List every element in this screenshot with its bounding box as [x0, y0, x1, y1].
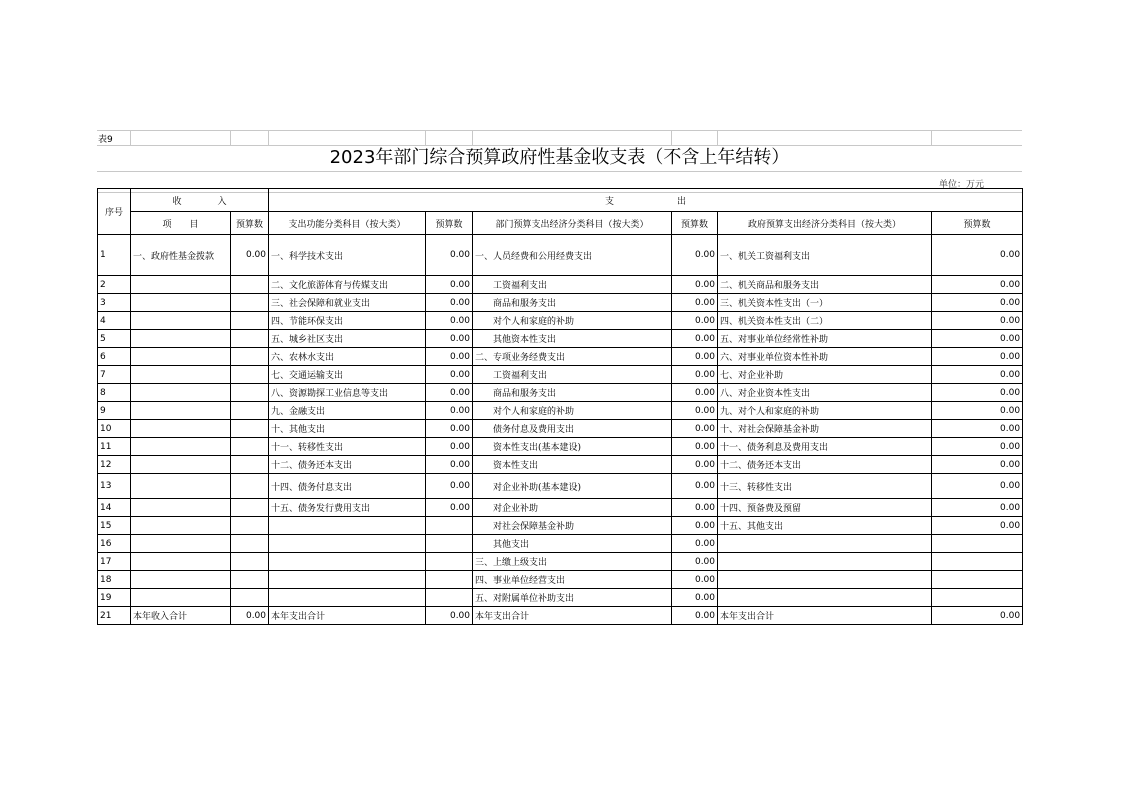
income-item [131, 499, 231, 517]
income-amount [231, 553, 269, 571]
gov-item: 九、对个人和家庭的补助 [718, 402, 932, 420]
unit-label: 单位：万元 [938, 180, 984, 190]
gov-amount: 0.00 [932, 438, 1023, 456]
header-row-1 [98, 189, 1023, 212]
income-amount [231, 348, 269, 366]
income-amount [231, 330, 269, 348]
gov-amount: 0.00 [932, 517, 1023, 535]
row-seq: 3 [98, 294, 131, 312]
gov-item: 十一、债务利息及费用支出 [718, 438, 932, 456]
gov-item [718, 589, 932, 607]
table-row [98, 312, 1023, 330]
gov-amount: 0.00 [932, 276, 1023, 294]
row-seq: 13 [98, 474, 131, 499]
func-item [269, 589, 426, 607]
func-amount: 0.00 [426, 366, 473, 384]
header-income: 收 入 [131, 189, 269, 212]
dept-amount: 0.00 [672, 366, 718, 384]
dept-amount: 0.00 [672, 384, 718, 402]
header-expense: 支 出 [269, 189, 1023, 212]
table-row [98, 366, 1023, 384]
func-amount [426, 553, 473, 571]
dept-item: 资本性支出(基本建设) [473, 438, 672, 456]
dept-item: 商品和服务支出 [473, 294, 672, 312]
table-row [98, 517, 1023, 535]
gov-item: 七、对企业补助 [718, 366, 932, 384]
gov-item: 十二、债务还本支出 [718, 456, 932, 474]
func-item [269, 571, 426, 589]
func-item: 四、节能环保支出 [269, 312, 426, 330]
func-amount: 0.00 [426, 312, 473, 330]
func-item [269, 535, 426, 553]
func-amount: 0.00 [426, 235, 473, 276]
gov-item: 十四、预备费及预留 [718, 499, 932, 517]
dept-amount: 0.00 [672, 276, 718, 294]
func-item [269, 517, 426, 535]
income-amount [231, 571, 269, 589]
dept-amount: 0.00 [672, 456, 718, 474]
gov-amount: 0.00 [932, 420, 1023, 438]
income-item [131, 348, 231, 366]
row-seq: 2 [98, 276, 131, 294]
row-seq: 8 [98, 384, 131, 402]
dept-amount: 0.00 [672, 499, 718, 517]
dept-amount: 0.00 [672, 312, 718, 330]
row-seq: 5 [98, 330, 131, 348]
func-item: 六、农林水支出 [269, 348, 426, 366]
func-item: 九、金融支出 [269, 402, 426, 420]
gov-amount [932, 535, 1023, 553]
gov-item [718, 535, 932, 553]
func-item: 七、交通运输支出 [269, 366, 426, 384]
income-amount [231, 438, 269, 456]
dept-amount: 0.00 [672, 438, 718, 456]
gov-amount: 0.00 [932, 402, 1023, 420]
gov-amount: 0.00 [932, 607, 1023, 625]
dept-amount: 0.00 [672, 517, 718, 535]
func-item [269, 553, 426, 571]
row-seq: 16 [98, 535, 131, 553]
income-amount [231, 517, 269, 535]
gov-item: 一、机关工资福利支出 [718, 235, 932, 276]
income-item [131, 330, 231, 348]
dept-amount: 0.00 [672, 553, 718, 571]
dept-amount: 0.00 [672, 571, 718, 589]
gov-amount: 0.00 [932, 235, 1023, 276]
table-row [98, 535, 1023, 553]
income-amount [231, 384, 269, 402]
income-item [131, 553, 231, 571]
dept-amount: 0.00 [672, 330, 718, 348]
table-row [98, 438, 1023, 456]
row-seq: 11 [98, 438, 131, 456]
table-row [98, 330, 1023, 348]
income-amount [231, 456, 269, 474]
gov-amount: 0.00 [932, 294, 1023, 312]
dept-item: 三、上缴上级支出 [473, 553, 672, 571]
dept-amount: 0.00 [672, 235, 718, 276]
func-amount [426, 517, 473, 535]
table-row [98, 294, 1023, 312]
dept-item: 商品和服务支出 [473, 384, 672, 402]
func-amount: 0.00 [426, 438, 473, 456]
income-item [131, 366, 231, 384]
dept-amount: 0.00 [672, 535, 718, 553]
income-item [131, 589, 231, 607]
income-amount [231, 276, 269, 294]
func-amount: 0.00 [426, 384, 473, 402]
func-item: 二、文化旅游体育与传媒支出 [269, 276, 426, 294]
dept-amount: 0.00 [672, 589, 718, 607]
table-row [98, 607, 1023, 625]
table-row [98, 499, 1023, 517]
func-amount: 0.00 [426, 420, 473, 438]
gov-item: 五、对事业单位经常性补助 [718, 330, 932, 348]
func-item: 十五、债务发行费用支出 [269, 499, 426, 517]
income-amount [231, 499, 269, 517]
income-amount [231, 420, 269, 438]
income-item [131, 438, 231, 456]
income-amount: 0.00 [231, 607, 269, 625]
table-row [98, 348, 1023, 366]
gov-item [718, 553, 932, 571]
header-dept-econ: 部门预算支出经济分类科目（按大类） [473, 212, 672, 235]
page-title: 2023年部门综合预算政府性基金收支表（不含上年结转） [97, 145, 1022, 172]
row-seq: 6 [98, 348, 131, 366]
income-item [131, 384, 231, 402]
dept-item: 对个人和家庭的补助 [473, 402, 672, 420]
func-item: 十四、债务付息支出 [269, 474, 426, 499]
func-amount [426, 571, 473, 589]
func-amount: 0.00 [426, 330, 473, 348]
dept-amount: 0.00 [672, 402, 718, 420]
dept-amount: 0.00 [672, 474, 718, 499]
row-seq: 9 [98, 402, 131, 420]
dept-item: 其他资本性支出 [473, 330, 672, 348]
table-row [98, 456, 1023, 474]
func-item: 五、城乡社区支出 [269, 330, 426, 348]
sheet-top-row [97, 130, 1022, 146]
income-item: 本年收入合计 [131, 607, 231, 625]
gov-item: 二、机关商品和服务支出 [718, 276, 932, 294]
gov-amount: 0.00 [932, 312, 1023, 330]
func-item: 十二、债务还本支出 [269, 456, 426, 474]
gov-item: 十三、转移性支出 [718, 474, 932, 499]
sheet-tag: 表9 [98, 135, 113, 145]
income-amount [231, 294, 269, 312]
dept-item: 对个人和家庭的补助 [473, 312, 672, 330]
dept-item: 对社会保障基金补助 [473, 517, 672, 535]
dept-item: 四、事业单位经营支出 [473, 571, 672, 589]
header-budget: 预算数 [426, 212, 473, 235]
income-amount [231, 535, 269, 553]
grid-line [425, 131, 426, 145]
gov-item: 六、对事业单位资本性补助 [718, 348, 932, 366]
table-row [98, 589, 1023, 607]
income-amount [231, 312, 269, 330]
table-row [98, 276, 1023, 294]
row-seq: 19 [98, 589, 131, 607]
func-amount [426, 589, 473, 607]
dept-item: 工资福利支出 [473, 366, 672, 384]
gov-item: 八、对企业资本性支出 [718, 384, 932, 402]
income-amount [231, 366, 269, 384]
income-item: 一、政府性基金拨款 [131, 235, 231, 276]
gov-item: 十五、其他支出 [718, 517, 932, 535]
income-item [131, 276, 231, 294]
func-amount: 0.00 [426, 348, 473, 366]
gov-amount: 0.00 [932, 348, 1023, 366]
income-item [131, 517, 231, 535]
income-item [131, 312, 231, 330]
income-item [131, 402, 231, 420]
income-item [131, 571, 231, 589]
func-amount: 0.00 [426, 294, 473, 312]
income-item [131, 420, 231, 438]
dept-item: 资本性支出 [473, 456, 672, 474]
dept-item: 债务付息及费用支出 [473, 420, 672, 438]
dept-amount: 0.00 [672, 294, 718, 312]
dept-item: 二、专项业务经费支出 [473, 348, 672, 366]
dept-amount: 0.00 [672, 420, 718, 438]
gov-item: 三、机关资本性支出（一） [718, 294, 932, 312]
row-seq: 14 [98, 499, 131, 517]
table-row [98, 402, 1023, 420]
table-row [98, 474, 1023, 499]
gov-amount: 0.00 [932, 499, 1023, 517]
func-amount: 0.00 [426, 607, 473, 625]
gov-amount: 0.00 [932, 456, 1023, 474]
gov-amount [932, 553, 1023, 571]
row-seq: 15 [98, 517, 131, 535]
func-amount: 0.00 [426, 474, 473, 499]
row-seq: 18 [98, 571, 131, 589]
func-item: 十、其他支出 [269, 420, 426, 438]
grid-line [230, 131, 231, 145]
dept-item: 对企业补助 [473, 499, 672, 517]
grid-line [268, 131, 269, 145]
grid-line [671, 131, 672, 145]
row-seq: 17 [98, 553, 131, 571]
income-amount [231, 402, 269, 420]
func-amount [426, 535, 473, 553]
header-budget: 预算数 [672, 212, 718, 235]
row-seq: 12 [98, 456, 131, 474]
row-seq: 1 [98, 235, 131, 276]
gov-item: 本年支出合计 [718, 607, 932, 625]
income-item [131, 294, 231, 312]
func-amount: 0.00 [426, 499, 473, 517]
dept-item: 本年支出合计 [473, 607, 672, 625]
row-seq: 4 [98, 312, 131, 330]
gov-amount [932, 589, 1023, 607]
table-row [98, 384, 1023, 402]
gov-amount: 0.00 [932, 366, 1023, 384]
dept-item: 其他支出 [473, 535, 672, 553]
func-amount: 0.00 [426, 456, 473, 474]
gov-item: 十、对社会保障基金补助 [718, 420, 932, 438]
header-budget: 预算数 [231, 212, 269, 235]
func-amount: 0.00 [426, 402, 473, 420]
dept-item: 五、对附属单位补助支出 [473, 589, 672, 607]
func-item: 八、资源勘探工业信息等支出 [269, 384, 426, 402]
row-seq: 10 [98, 420, 131, 438]
grid-line [717, 131, 718, 145]
gov-amount: 0.00 [932, 330, 1023, 348]
gov-item [718, 571, 932, 589]
income-item [131, 474, 231, 499]
table-row [98, 553, 1023, 571]
func-item: 本年支出合计 [269, 607, 426, 625]
budget-table [97, 188, 1023, 625]
header-row-2 [98, 212, 1023, 235]
income-amount [231, 589, 269, 607]
dept-item: 工资福利支出 [473, 276, 672, 294]
income-amount: 0.00 [231, 235, 269, 276]
gov-amount: 0.00 [932, 474, 1023, 499]
income-item [131, 456, 231, 474]
gov-item: 四、机关资本性支出（二） [718, 312, 932, 330]
gov-amount [932, 571, 1023, 589]
dept-amount: 0.00 [672, 348, 718, 366]
table-row [98, 420, 1023, 438]
income-item [131, 535, 231, 553]
table-row [98, 235, 1023, 276]
table-row [98, 571, 1023, 589]
income-amount [231, 474, 269, 499]
grid-line [472, 131, 473, 145]
func-amount: 0.00 [426, 276, 473, 294]
header-gov-econ: 政府预算支出经济分类科目（按大类） [718, 212, 932, 235]
func-item: 十一、转移性支出 [269, 438, 426, 456]
row-seq: 7 [98, 366, 131, 384]
header-budget: 预算数 [932, 212, 1023, 235]
dept-item: 一、人员经费和公用经费支出 [473, 235, 672, 276]
dept-item: 对企业补助(基本建设) [473, 474, 672, 499]
func-item: 三、社会保障和就业支出 [269, 294, 426, 312]
dept-amount: 0.00 [672, 607, 718, 625]
grid-line [130, 131, 131, 145]
row-seq: 21 [98, 607, 131, 625]
grid-line [931, 131, 932, 145]
func-item: 一、科学技术支出 [269, 235, 426, 276]
header-func-class: 支出功能分类科目（按大类） [269, 212, 426, 235]
header-item: 项 目 [131, 212, 231, 235]
header-seq: 序号 [98, 189, 131, 235]
gov-amount: 0.00 [932, 384, 1023, 402]
